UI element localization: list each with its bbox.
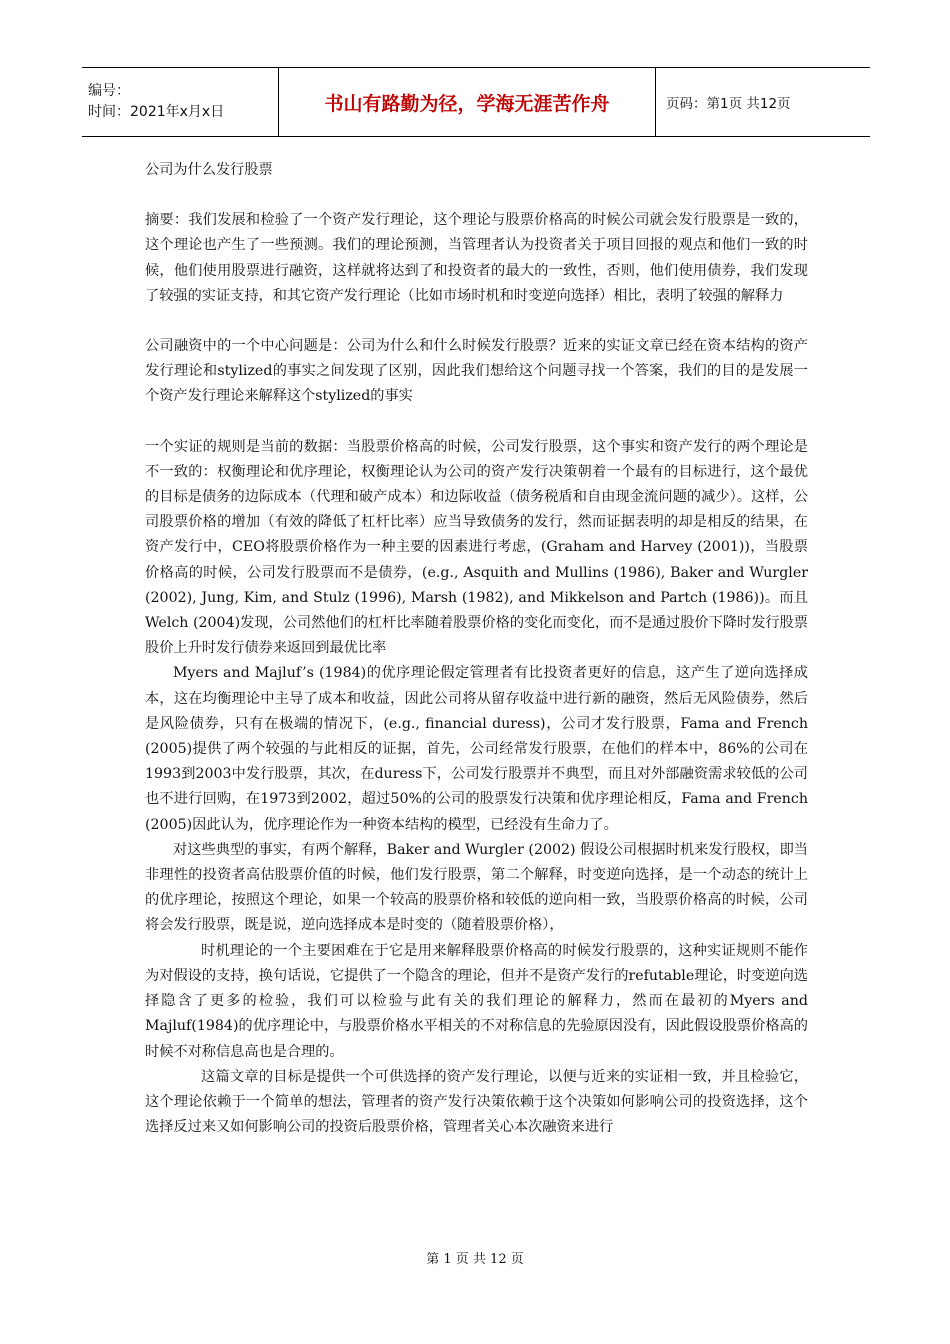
document-title: 公司为什么发行股票	[145, 162, 273, 178]
document-number-label: 编号：	[88, 83, 130, 99]
document-body	[145, 158, 808, 1140]
header-motto: 书山有路勤为径，学海无涯苦作舟	[278, 68, 656, 136]
two-explanations-paragraph: 对这些典型的事实，有两个解释，Baker and Wurgler (2002) 假设公司根据时机来发行股权，即当非理性的投资者高估股票价值的时候，他们发行股票，第二个解释，时变逆向选择，是一个动态的统计上的优序理论，按照这个理论，如果一个较高的股票价格和较低的逆向相一致，当股票价格高的时候，公司将会发行股票，既是说，逆向选择成本是时变的（随着股票价格），	[145, 841, 808, 934]
page-header	[82, 67, 870, 137]
pecking-order-paragraph: Myers and Majluf’s (1984)的优序理论假定管理者有比投资者更好的信息，这产生了逆向选择成本，这在均衡理论中主导了成本和收益，因此公司将从留存收益中进行新的融资，然后无风险债券，然后是风险债券，只有在极端的情况下，(e.g., financial duress)，公司才发行股票，Fama and French (2005)提供了两个较强的与此相反的证据，首先，公司经常发行股票，在他们的样本中，86%的公司在1993到2003中发行股票，其次，在duress下，公司发行股票并不典型，而且对外部融资需求较低的公司也不进行回购，在1973到2002，超过50%的公司的股票发行决策和优序理论相反，Fama and French (2005)因此认为，优序理论作为一种资本结构的模型，已经没有生命力了。	[145, 665, 808, 833]
header-page-info: 页码：第1页 共12页	[666, 96, 791, 112]
page-footer: 第 1 页 共 12 页	[426, 1252, 524, 1267]
timing-theory-paragraph: 时机理论的一个主要困难在于它是用来解释股票价格高的时候发行股票的，这种实证规则不能作为对假设的支持，换句话说，它提供了一个隐含的理论，但并不是资产发行的refutable理论，时变逆向选择隐含了更多的检验，我们可以检验与此有关的我们理论的解释力，然而在最初的Myers and Majluf(1984)的优序理论中，与股票价格水平相关的不对称信息的先验原因没有，因此假设股票价格高的时候不对称信息高也是合理的。	[145, 942, 808, 1060]
header-left-cell	[82, 68, 278, 136]
abstract-paragraph: 摘要：我们发展和检验了一个资产发行理论，这个理论与股票价格高的时候公司就会发行股票是一致的，这个理论也产生了一些预测。我们的理论预测，当管理者认为投资者关于项目回报的观点和他们一致的时候，他们使用股票进行融资，这样就将达到了和投资者的最大的一致性，否则，他们使用债券，我们发现了较强的实证支持，和其它资产发行理论（比如市场时机和时变逆向选择）相比，表明了较强的解释力	[145, 212, 808, 304]
evidence-paragraph: 一个实证的规则是当前的数据：当股票价格高的时候，公司发行股票，这个事实和资产发行的两个理论是不一致的：权衡理论和优序理论，权衡理论认为公司的资产发行决策朝着一个最有的目标进行，这个最优的目标是债务的边际成本（代理和破产成本）和边际收益（债务税盾和自由现金流问题的减少）。这样，公司股票价格的增加（有效的降低了杠杆比率）应当导致债务的发行，然而证据表明的却是相反的结果，在资产发行中，CEO将股票价格作为一种主要的因素进行考虑，(Graham and Harvey (2001))，当股票价格高的时候，公司发行股票而不是债券，(e.g., Asquith and Mullins (1986), Baker and Wurgler (2002), Jung, Kim, and Stulz (1996), Marsh (1982), and Mikkelson and Partch (1986))。而且Welch (2004)发现，公司然他们的杠杆比率随着股票价格的变化而变化，而不是通过股价下降时发行股票股价上升时发行债券来返回到最优比率	[145, 438, 808, 657]
document-date: 时间：2021年x月x日	[88, 104, 225, 120]
intro-paragraph: 公司融资中的一个中心问题是：公司为什么和什么时候发行股票？近来的实证文章已经在资本结构的资产发行理论和stylized的事实之间发现了区别，因此我们想给这个问题寻找一个答案，我们的目的是发展一个资产发行理论来解释这个stylized的事实	[145, 338, 808, 405]
paper-goal-paragraph: 这篇文章的目标是提供一个可供选择的资产发行理论，以便与近来的实证相一致，并且检验它，这个理论依赖于一个简单的想法，管理者的资产发行决策依赖于这个决策如何影响公司的投资选择，这个选择反过来又如何影响公司的投资后股票价格，管理者关心本次融资来进行	[145, 1068, 808, 1136]
